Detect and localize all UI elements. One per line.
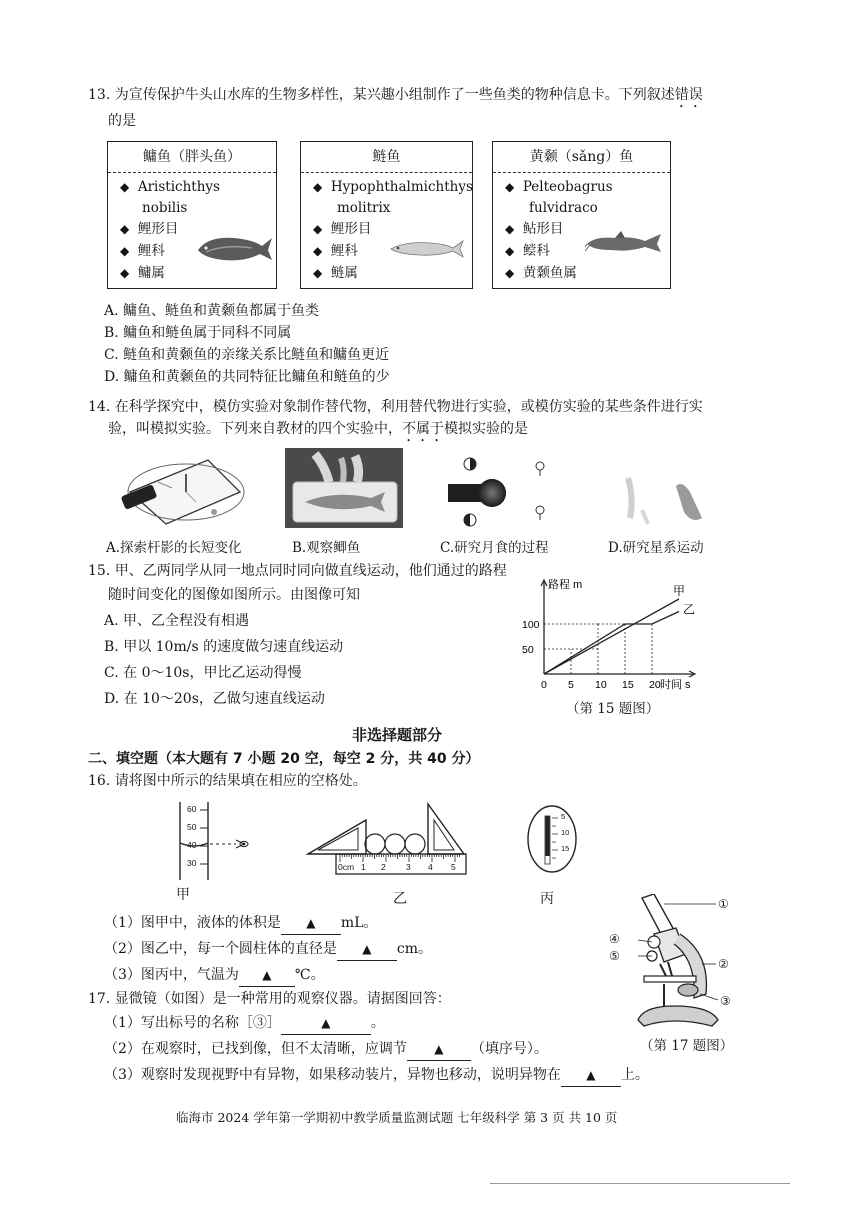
figure-label-yi: 乙 (393, 891, 407, 907)
answer-blank-17-2[interactable] (407, 1038, 471, 1061)
series-label-jia: 甲 (673, 584, 686, 598)
footer-rule (490, 1183, 790, 1184)
crucian-carp-photo (285, 448, 403, 528)
q15-stem-line2: 随时间变化的图像如图所示。由图像可知 (108, 587, 360, 603)
part2-heading: 二、填空题（本大题有 7 小题 20 空，每空 2 分，共 40 分） (88, 751, 480, 767)
q15-caption: （第 15 题图） (566, 701, 660, 717)
q13-stem-line1: 13. 为宣传保护牛头山水库的生物多样性，某兴趣小组制作了一些鱼类的物种信息卡。下列叙述错误 (88, 87, 703, 103)
answer-blank-16-1[interactable] (281, 912, 341, 935)
q14-option-b: B.观察鲫鱼 (292, 540, 361, 556)
triangle-icon: ▲ (362, 942, 372, 956)
bullet-icon: ◆ (313, 180, 323, 194)
q17-part1: （1）写出标号的名称［③］ ▲ 。 (104, 1012, 385, 1035)
thermometer-diagram (522, 804, 582, 874)
q13-option-b: B. 鳙鱼和鲢鱼属于同科不同属 (104, 325, 292, 341)
q17-part3: （3）观察时发现视野中有异物，如果移动装片，异物也移动，说明异物在 ▲ 上。 (104, 1064, 649, 1087)
series-label-yi: 乙 (683, 602, 696, 617)
bullet-icon: ◆ (505, 244, 515, 258)
section-heading: 非选择题部分 (352, 726, 443, 744)
x-tick-label: 0 (541, 679, 547, 691)
answer-blank-16-3[interactable] (239, 964, 295, 987)
ruler-cylinders-diagram (304, 798, 474, 878)
q13-emphasis: 错误 (674, 87, 703, 103)
triangle-icon: ▲ (262, 968, 272, 982)
triangle-icon: ▲ (306, 916, 316, 930)
fish-card-bighead-carp: 鳙鱼（胖头鱼） ◆ Aristichthys nobilis ◆ 鲤形目 ◆ 鲤科 ◆ 鳙属 (107, 141, 277, 289)
x-tick-label: 15 (622, 679, 634, 691)
microscope-label-3: ③ (720, 994, 731, 1008)
x-tick-label: 10 (595, 679, 607, 691)
ruler-label-2: 2 (381, 862, 386, 872)
microscope-label-2: ② (718, 957, 729, 971)
distance-time-chart (520, 574, 720, 696)
thermo-tick-15: 15 (561, 844, 570, 853)
triangle-icon: ▲ (321, 1016, 331, 1030)
x-tick-label: 20 (649, 679, 661, 691)
ruler-label-1: 1 (361, 862, 366, 872)
cylinder-tick-30: 30 (187, 858, 197, 868)
q13-option-a: A. 鳙鱼、鲢鱼和黄颡鱼都属于鱼类 (104, 303, 320, 319)
q17-caption: （第 17 题图） (640, 1038, 734, 1054)
x-tick-label: 5 (568, 679, 574, 691)
microscope-label-1: ① (718, 897, 729, 911)
bullet-icon: ◆ (505, 266, 515, 280)
answer-blank-16-2[interactable] (337, 938, 397, 961)
lunar-eclipse-model-image (440, 456, 560, 528)
q16-part1: （1）图甲中，液体的体积是 ▲ mL。 (104, 912, 378, 935)
shadow-experiment-image (118, 452, 248, 528)
y-tick-label: 100 (522, 619, 540, 631)
q13-option-d: D. 鳙鱼和黄颡鱼的共同特征比鳙鱼和鲢鱼的少 (104, 369, 390, 385)
answer-blank-17-1[interactable] (281, 1012, 371, 1035)
bullet-icon: ◆ (313, 266, 323, 280)
q14-stem-line2: 验，叫模拟实验。下列来自教材的四个实验中，不属于模拟实验的是 (108, 421, 528, 437)
q15-option-c: C. 在 0～10s，甲比乙运动得慢 (104, 665, 302, 681)
x-axis-label: 时间 s (660, 679, 691, 691)
q15-option-d: D. 在 10～20s，乙做匀速直线运动 (104, 691, 325, 707)
q13-stem-line2: 的是 (108, 113, 136, 129)
bullet-icon: ◆ (120, 266, 130, 280)
q15-stem-line1: 15. 甲、乙两同学从同一地点同时同向做直线运动，他们通过的路程 (88, 563, 507, 579)
page-footer: 临海市 2024 学年第一学期初中教学质量监测试题 七年级科学 第 3 页 共 10 页 (176, 1110, 618, 1125)
q14-stem-line1: 14. 在科学探究中，模仿实验对象制作替代物，利用替代物进行实验，或模仿实验的某些条件进行实 (88, 399, 703, 415)
ruler-label-4: 4 (428, 862, 433, 872)
q15-option-a: A. 甲、乙全程没有相遇 (104, 613, 250, 629)
q14-option-d: D.研究星系运动 (608, 540, 704, 556)
bullet-icon: ◆ (313, 222, 323, 236)
series-line-jia (544, 599, 679, 674)
bullet-icon: ◆ (120, 180, 130, 194)
yellow-catfish-image (585, 230, 663, 256)
fish-card-yellow-catfish: 黄颡（sǎng）鱼 ◆ Pelteobagrus fulvidraco ◆ 鲇形目 ◆ 鲿科 ◆ 黄颡鱼属 (492, 141, 671, 289)
microscope-label-5: ⑤ (609, 949, 620, 963)
microscope-label-4: ④ (609, 932, 620, 946)
q16-part2: （2）图乙中，每一个圆柱体的直径是 ▲ cm。 (104, 938, 432, 961)
q13-option-c: C. 鲢鱼和黄颡鱼的亲缘关系比鲢鱼和鳙鱼更近 (104, 347, 390, 363)
bullet-icon: ◆ (505, 222, 515, 236)
q17-stem: 17. 显微镜（如图）是一种常用的观察仪器。请据图回答： (88, 991, 451, 1007)
series-line-yi (544, 612, 679, 675)
fish-card-silver-carp: 鲢鱼 ◆ Hypophthalmichthys molitrix ◆ 鲤形目 ◆ 鲤科 ◆ 鲢属 (300, 141, 473, 289)
ruler-label-5: 5 (451, 862, 456, 872)
fish-card-title: 鳙鱼（胖头鱼） (108, 142, 276, 173)
graduated-cylinder-diagram (170, 796, 270, 882)
q14-option-c: C.研究月食的过程 (440, 540, 549, 556)
bullet-icon: ◆ (505, 180, 515, 194)
q14-option-a: A.探索杆影的长短变化 (106, 540, 242, 556)
bighead-carp-image (194, 230, 274, 266)
y-tick-label: 50 (522, 644, 534, 656)
fish-card-title: 鲢鱼 (301, 142, 472, 173)
silver-carp-image (389, 238, 465, 260)
cylinder-tick-40: 40 (187, 840, 197, 850)
y-axis-label: 路程 m (548, 579, 583, 591)
thermo-tick-10: 10 (561, 828, 570, 837)
thermo-tick-5: 5 (561, 812, 566, 821)
cylinder-tick-60: 60 (187, 804, 197, 814)
q16-stem: 16. 请将图中所示的结果填在相应的空格处。 (88, 773, 367, 789)
q17-part2: （2）在观察时，已找到像，但不太清晰，应调节 ▲ （填序号）。 (104, 1038, 548, 1061)
bullet-icon: ◆ (313, 244, 323, 258)
bullet-icon: ◆ (120, 244, 130, 258)
triangle-icon: ▲ (434, 1042, 444, 1056)
ruler-label-3: 3 (406, 862, 411, 872)
q14-emphasis: 不属于 (402, 421, 444, 437)
bullet-icon: ◆ (120, 222, 130, 236)
q15-option-b: B. 甲以 10m/s 的速度做匀速直线运动 (104, 639, 344, 655)
galaxy-motion-image (618, 458, 708, 528)
triangle-icon: ▲ (586, 1068, 596, 1082)
fish-card-title: 黄颡（sǎng）鱼 (493, 142, 670, 173)
figure-label-bing: 丙 (540, 891, 554, 907)
q16-part3: （3）图丙中，气温为 ▲ ℃。 (104, 964, 325, 987)
ruler-label-0: 0cm (338, 862, 355, 872)
answer-blank-17-3[interactable] (561, 1064, 621, 1087)
figure-label-jia: 甲 (176, 887, 190, 903)
cylinder-tick-50: 50 (187, 822, 197, 832)
